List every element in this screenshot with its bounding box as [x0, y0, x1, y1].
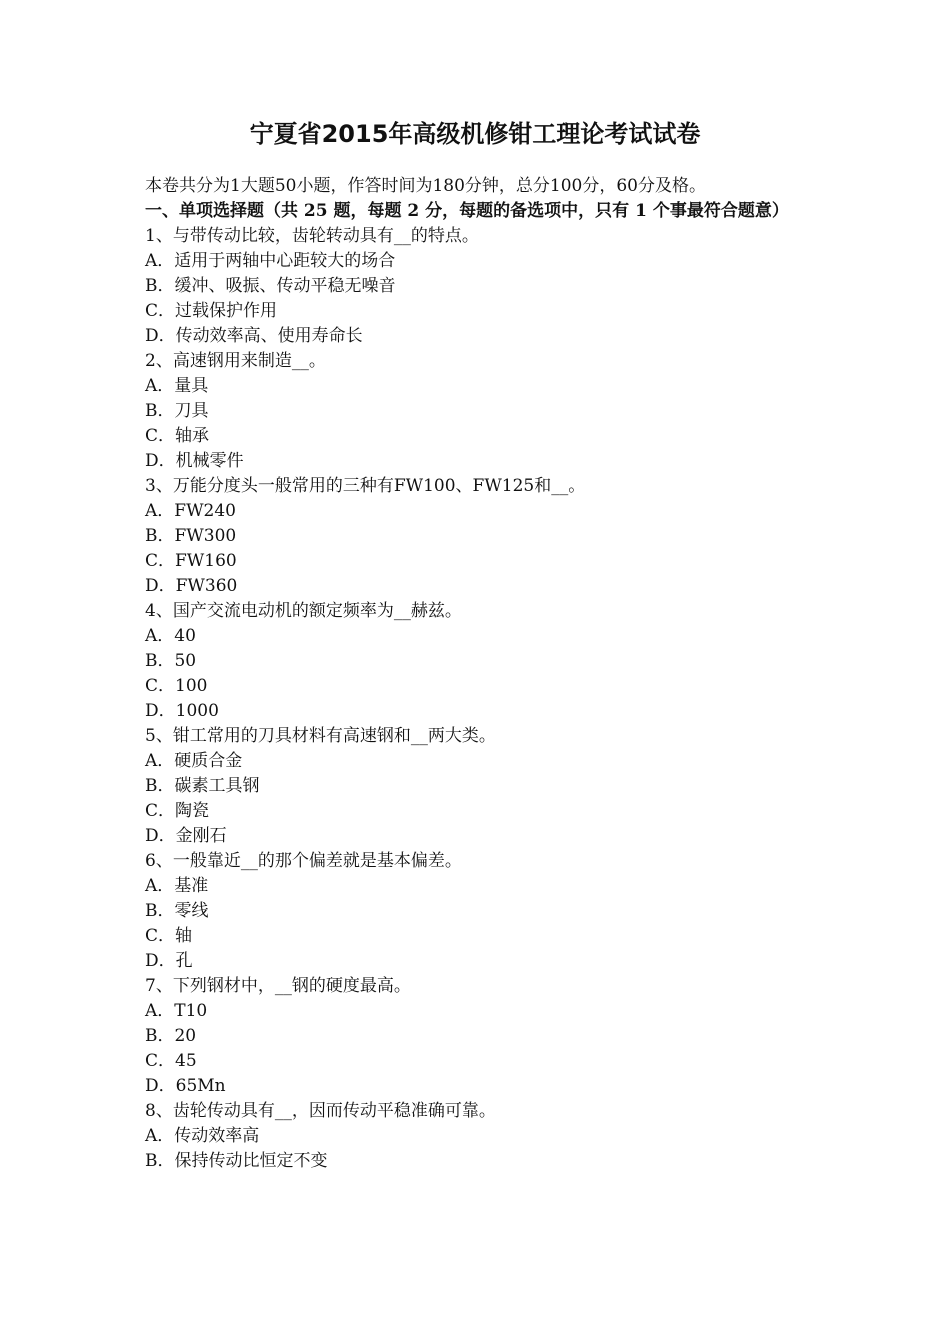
- option-b: B．刀具: [145, 401, 209, 421]
- option-c: C．轴: [145, 926, 193, 946]
- page-title: 宁夏省2015年高级机修钳工理论考试试卷: [249, 120, 701, 148]
- question-stem: 4、国产交流电动机的额定频率为__赫兹。: [145, 601, 462, 621]
- option-a: A．FW240: [145, 501, 236, 521]
- option-b: B．FW300: [145, 526, 237, 546]
- question-stem: 5、钳工常用的刀具材料有高速钢和__两大类。: [145, 726, 496, 746]
- option-b: B．50: [145, 651, 197, 671]
- option-b: B．20: [145, 1026, 197, 1046]
- option-a: A．T10: [145, 1001, 208, 1021]
- option-d: D．传动效率高、使用寿命长: [145, 326, 363, 346]
- option-c: C．45: [145, 1051, 197, 1071]
- question-4: [145, 599, 815, 724]
- question-stem: 3、万能分度头一般常用的三种有FW100、FW125和__。: [145, 476, 586, 496]
- question-1: [145, 224, 815, 349]
- option-a: A．40: [145, 626, 196, 646]
- question-stem: 2、高速钢用来制造__。: [145, 351, 326, 371]
- question-3: [145, 474, 815, 599]
- option-d: D．机械零件: [145, 451, 244, 471]
- question-stem: 6、一般靠近__的那个偏差就是基本偏差。: [145, 851, 462, 871]
- exam-body: [145, 174, 815, 1174]
- question-stem: 8、齿轮传动具有__，因而传动平稳准确可靠。: [145, 1101, 496, 1121]
- section-heading: 一、单项选择题（共 25 题，每题 2 分，每题的备选项中，只有 1 个事最符合题意）: [145, 201, 789, 221]
- option-d: D．1000: [145, 701, 219, 721]
- exam-intro: 本卷共分为1大题50小题，作答时间为180分钟，总分100分，60分及格。: [145, 176, 706, 196]
- question-7: [145, 974, 815, 1099]
- option-a: A．量具: [145, 376, 209, 396]
- question-stem: 7、下列钢材中，__钢的硬度最高。: [145, 976, 411, 996]
- question-2: [145, 349, 815, 474]
- option-c: C．过载保护作用: [145, 301, 278, 321]
- option-c: C．FW160: [145, 551, 237, 571]
- option-b: B．保持传动比恒定不变: [145, 1151, 328, 1171]
- option-a: A．硬质合金: [145, 751, 243, 771]
- option-d: D．65Mn: [145, 1076, 226, 1096]
- option-d: D．金刚石: [145, 826, 227, 846]
- option-a: A．适用于两轴中心距较大的场合: [145, 251, 396, 271]
- option-a: A．基准: [145, 876, 209, 896]
- option-d: D．FW360: [145, 576, 238, 596]
- option-d: D．孔: [145, 951, 193, 971]
- option-b: B．零线: [145, 901, 209, 921]
- option-c: C．陶瓷: [145, 801, 210, 821]
- option-b: B．缓冲、吸振、传动平稳无噪音: [145, 276, 396, 296]
- question-stem: 1、与带传动比较，齿轮转动具有__的特点。: [145, 226, 479, 246]
- option-a: A．传动效率高: [145, 1126, 260, 1146]
- question-5: [145, 724, 815, 849]
- question-8: [145, 1099, 815, 1174]
- option-c: C．100: [145, 676, 208, 696]
- question-6: [145, 849, 815, 974]
- option-c: C．轴承: [145, 426, 210, 446]
- option-b: B．碳素工具钢: [145, 776, 260, 796]
